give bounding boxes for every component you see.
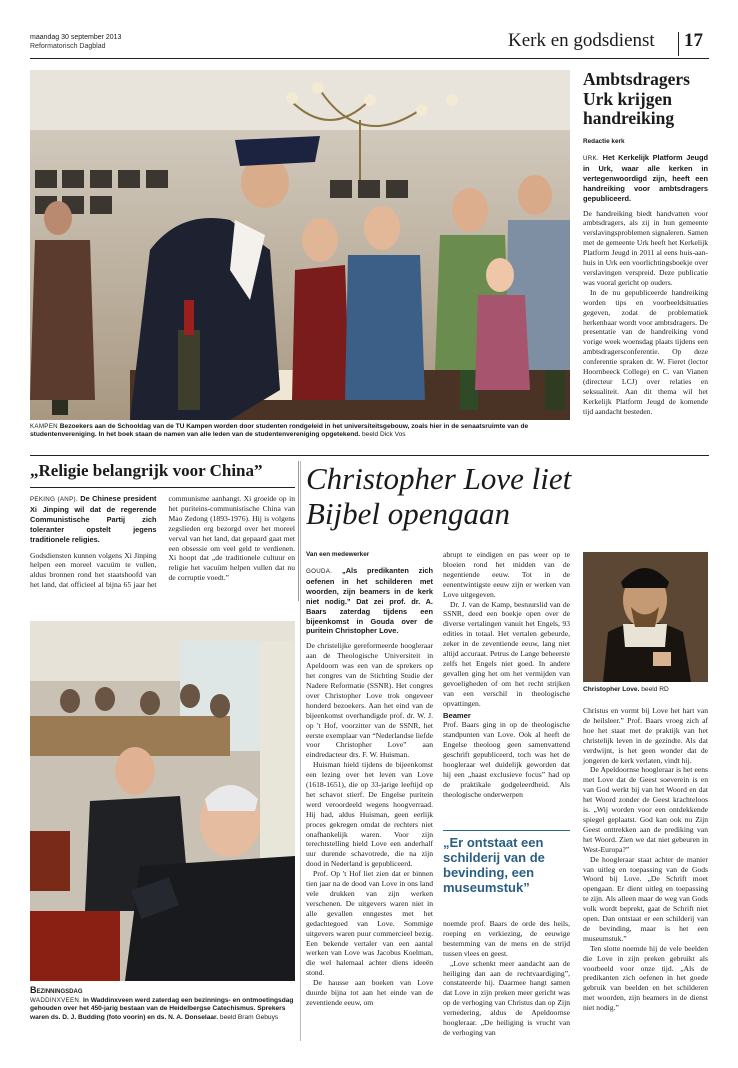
love-pullquote: „Er ontstaat een schilderij van de bevinding, een museumstuk” <box>443 830 570 895</box>
kampen-caption: KAMPEN Bezoekers aan de Schooldag van de TU Kampen worden door studenten rondgeleid in het universiteitsgebouw, zoals hier in de senaatsruimte van de studentenvereniging. In het boek staan de namen van alle leden van de studentenvereniging opgetekend. beeld Dick Vos <box>30 423 529 439</box>
waddinxveen-photo-credit: beeld Bram Gebuys <box>219 1013 279 1021</box>
page-number: 17 <box>684 30 703 51</box>
love-author: Van een medewerker <box>306 551 370 558</box>
waddinxveen-photo <box>30 621 295 981</box>
beamer-subheading: Beamer <box>443 710 471 720</box>
kampen-photo-credit: beeld Dick Vos <box>361 431 406 439</box>
kampen-photo <box>30 70 570 420</box>
christopher-love-portrait-illustration <box>583 552 708 682</box>
header-divider <box>678 32 679 56</box>
column-divider-main <box>300 461 301 1041</box>
love-column-1: GOUDA. „Als predikanten zich oefenen in het schilderen met woorden, zijn beamers in de kerk niet nodig.” Dat zei prof. dr. A. Baars zaterdag tijdens een bijeenkomst in Gouda over de puritein Christopher Love. De christelijke gereformeerde hoogleraar aan de Theologische Universiteit in Apeldoorn was een van de sprekers op het congres van de Stichting Studie der Nadere Reformatie (SSNR). Het congres over Christopher Love trok ongeveer honderd bezoekers. Aan het eind van de bijeenkomst overhandigde prof. dr. W. J. op 't Hof, voorzitter van de SSNR, het eerste exemplaar van “Nederlandse liefde voor Christopher Love” aan eindredacteur drs. F. W. Huisman. Huisman hield tijdens de bijeenkomst een lezing over het leven van Love (1618-1651), die op 33-jarige leeftijd op het schavot stierf. De Engelse puritein werd veroordeeld wegens hoogverraad. Hij had, aldus Huisman, geen eerlijk proces gekregen omdat de rechters niet onafhankelijk waren. Voor zijn terechtstelling hield Love een anderhalf uur durende schavotrede, die na zijn dood in Nederland is gepubliceerd. Prof. Op 't Hof liet zien dat er binnen tien jaar na de dood van Love in ons land vele drukken van zijn werken verschenen. De uitgevers waren niet in alle gevallen enngestes met het gedachtegoed van Love. Sommige uitgevers waren puur commercieel bezig. Een bekende vertaler van een aantal werken van Love was Jacobus Koelman, die wel halemaal achter diens ideeën stond. De hausse aan boeken van Love duurde bijna tot aan het einde van de zeventiende eeuw, om <box>306 566 433 1007</box>
header-date: maandag 30 september 2013 <box>30 34 122 41</box>
china-divider <box>298 461 299 601</box>
love-headline: Christopher Love liet Bijbel opengaan <box>306 461 572 531</box>
portrait-credit: beeld RD <box>641 686 669 693</box>
urk-body: URK. Het Kerkelijk Platform Jeugd in Urk, waar alle kerken in vertegenwoordigd zijn, heeft een handreiking voor ambtsdragers gepubliceerd. De handreiking biedt handvatten voor ambtsdragers, als zij in hun gemeente verslavingsproblemen signaleren. Samen met de gemeente Urk heeft het Kerkelijk Platform Jeugd in 2011 al eens huis-aan-huis in Urk een voorlichtingsboekje over verslavingen verspreid. Deze publicatie was vooral gericht op ouders. In de nu gepubliceerde handreiking worden tips en voorbeeldsituaties gegeven, zodat de problematiek herkenbaar wordt voor ambtsdragers. De presentatie van de handreiking vond vorige week woensdag plaats tijdens een ambtsdragersconferentie. Op deze conferentie spraken dr. W. Fieret (lector Hoornbeeck College) en C. van Vianen (directeur LCJ) over relaties en seksualiteit. Aan dit thema wil het Kerkelijk Platform Jeugd de komende tijd aandacht besteden. <box>583 153 708 416</box>
waddinxveen-photo-illustration <box>30 621 295 981</box>
bezinningsdag-title: Bezinningsdag <box>30 985 83 995</box>
kampen-photo-illustration <box>30 70 570 420</box>
china-body: PEKING (ANP). De Chinese president Xi Jinping wil dat de regerende Communistische Partij zich toleranter opstelt jegens traditionele religies. Godsdiensten kunnen volgens Xi Jinping helpen een moreel vacuüm te vullen, aldus bronnen rond het staatshoofd van het land, dat officieel al bijna 65 jaar het communisme aanhangt. Xi groeide op in het puriteins-communistische China van Mao Zedong (1893-1976). Hij is volgens zegslieden erg bezorgd over het moreel verval van het land, dat gepaard gaat met een obsessie om veel geld te verdienen. Xi hoopt dat „de traditionele cultuur en religie het vacuüm helpen vullen dat nu de corruptie voedt.” <box>30 494 295 590</box>
waddinxveen-caption: WADDINXVEEN. In Waddinxveen werd zaterdag een bezinnings- en ontmoetingsdag gehouden over het 450-jarig bestaan van de Heidelbergse Catechismus. Sprekers waren ds. D. J. Budding (foto voorin) en ds. N. A. Donselaar. beeld Bram Gebuys <box>30 997 294 1021</box>
urk-author: Redactie kerk <box>583 138 625 145</box>
header-paper-name: Reformatorisch Dagblad <box>30 43 106 50</box>
section-title: Kerk en godsdienst <box>508 30 655 51</box>
christopher-love-portrait <box>583 552 708 682</box>
kampen-caption-text: Bezoekers aan de Schooldag van de TU Kampen worden door studenten rondgeleid in het universiteitsgebouw, zoals hier in de senaatsruimte van de studentenvereniging. In het boek staan de namen van alle leden van de studentenvereniging opgetekend. <box>30 423 529 439</box>
urk-headline: Ambtsdragers Urk krijgen handreiking <box>583 69 690 128</box>
header-rule <box>30 58 709 59</box>
portrait-caption: Christopher Love. beeld RD <box>583 686 669 693</box>
china-headline: „Religie belangrijk voor China” <box>30 461 263 480</box>
love-column-3: Christus en vormt bij Love het hart van de heilsleer.” Prof. Baars vroeg zich af hoe het staat met de praktijk van het christelijk leven in de gezindte. Als dat verdwijnt, is het geen wonder dat de jongeren de kerk verlaten, vindt hij. De Apeldoornse hoogleraar is het eens met Love dat de Geest soeverein is en van God werkt bij van het Woord en dat het Woord zonder de Geest krachteloos is. „Wij worden voor een ontdekkende spiegel geplaatst. God kan ook nu Zijn Geest onttrekken aan de prediking van het Woord. Zien we dat niet gebeuren in West-Europa?” De hoogleraar staat achter de manier van uitleg en toepassing van de Gods Woord bij Love. „De Schrift moet opengaan. Er dient uitleg en toepassing te zijn. Als alleen maar de weg van Gods volk wordt beprekt, gaat de Schrift niet open. Dan ontstaat er een schilderij van de bevinding, maar is het een museumstuk.” Ten slotte noemde hij de vele beelden die Love in zijn preken gebruikt als voorbeeld voor onze tijd. „Als de predikanten zich oefenen in het goede gebruik van beelden en het schilderen met woorden, zijn beamers in de dienst niet nodig.” <box>583 706 708 1013</box>
love-column-2: abrupt te eindigen en pas weer op te bloeien rond het midden van de negentiende eeuw. Tot in de eenentwintigste eeuw zijn er werken van Love uitgegeven. Dr. J. van de Kamp, bestuurslid van de SSNR, deed een boekje open over de diverse vertalingen vanuit het Engels, 93 edities in totaal. Het vertalen gebeurde, zeker in de zeventiende eeuw, lang niet altijd accuraat. Petrus de Lange beheerste zelfs het Engels niet goed. In andere gevallen ging het om het vermijden van gevoeligheden of om het recht strijken van een verschil in theologische opvattingen. Beamer Prof. Baars ging in op de theologische standpunten van Love. Ook al heeft de Engelse theoloog geen samenvattend geschrift gepubliceerd, toch was het de hoogleraar wel duidelijk geworden dat hij een „haast exclusieve focus” had op de praktikale godgeleerdheid. Als theologische onderwerpen <box>443 550 570 799</box>
section-rule-mid <box>30 455 709 456</box>
waddinxveen-caption-text: In Waddinxveen werd zaterdag een bezinnings- en ontmoetingsdag gehouden over het 450-jarig bestaan van de Heidelbergse Catechismus. Sprekers waren ds. D. J. Budding (foto voorin) en ds. N. A. Donselaar. <box>30 997 294 1021</box>
china-headline-rule <box>30 487 295 488</box>
love-column-2b: noemde prof. Baars de orde des heils, roeping en verkiezing, de eeuwige bestemming van de mens en de strijd tussen vlees en geest. „Love schenkt meer aandacht aan de heiliging dan aan de rechtvaardiging”, constateerde hij. Daarmee hangt samen dat Love in zijn preken meer gericht was op de verhoging van Christus dan op Zijn vernedering, aldus de Apeldoornse hoogleraar. „De heiliging is vrucht van de verhoging van <box>443 919 570 1037</box>
